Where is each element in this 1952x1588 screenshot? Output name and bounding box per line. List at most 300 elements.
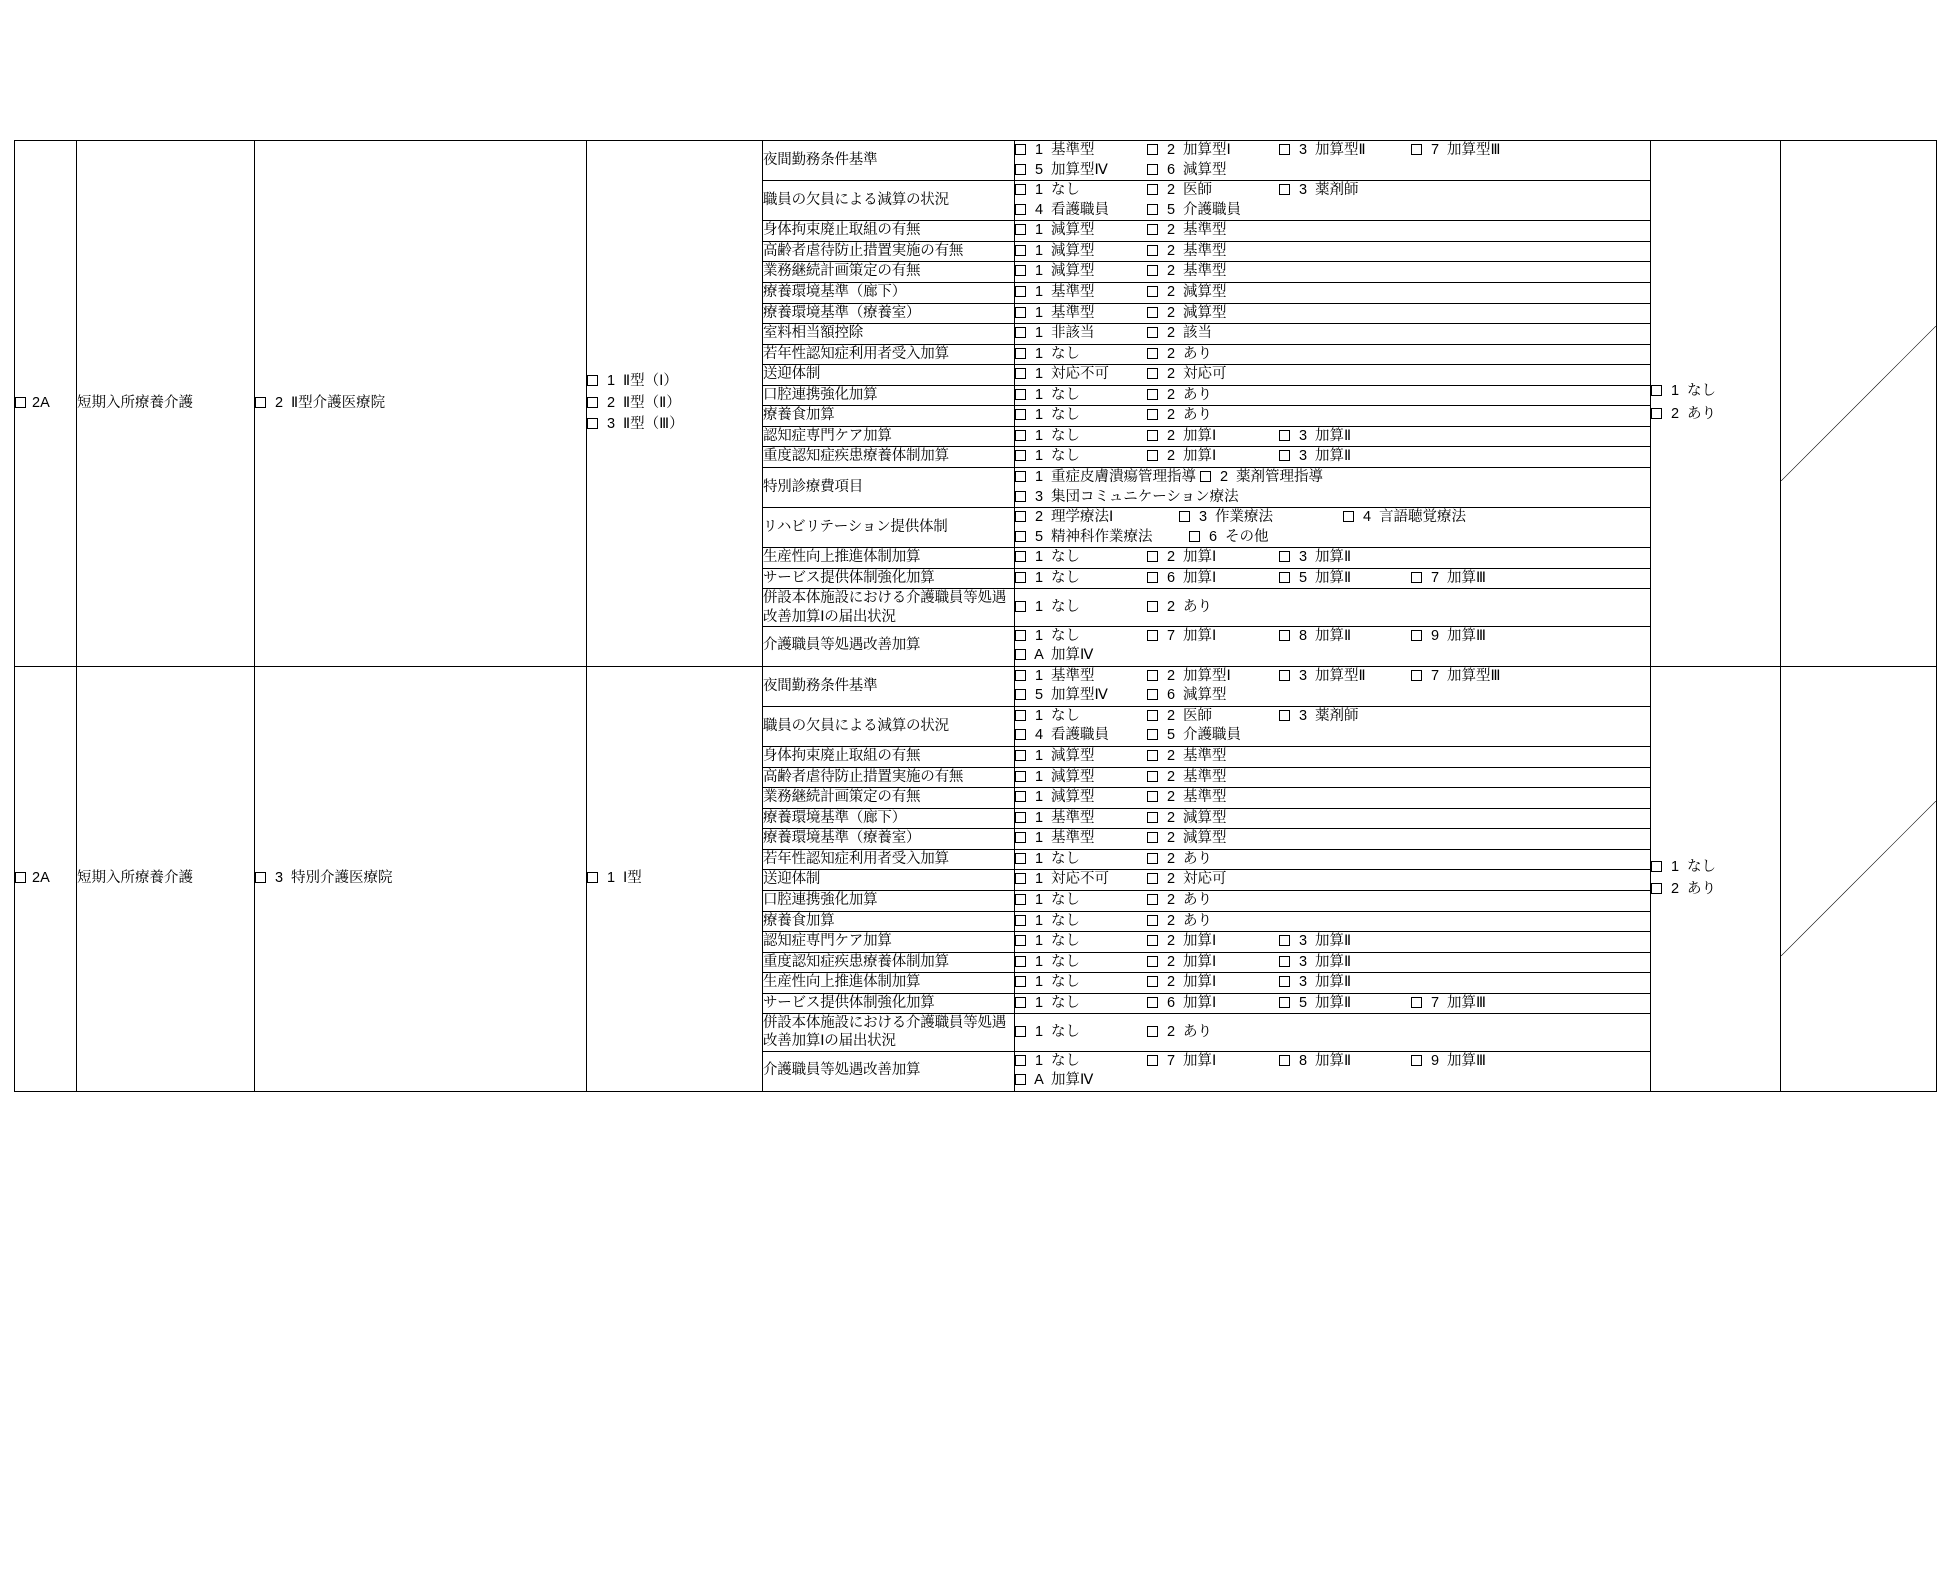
- checkbox[interactable]: [1015, 450, 1026, 461]
- checkbox[interactable]: [1015, 791, 1026, 802]
- checkbox[interactable]: [587, 397, 598, 408]
- checkbox[interactable]: [1147, 348, 1158, 359]
- checkbox[interactable]: [1147, 1026, 1158, 1037]
- checkbox[interactable]: [1147, 791, 1158, 802]
- item-options[interactable]: [1015, 221, 1651, 242]
- checkbox[interactable]: [1015, 976, 1026, 987]
- option[interactable]: [1279, 141, 1407, 161]
- option[interactable]: [1147, 406, 1275, 426]
- option[interactable]: [1147, 598, 1275, 618]
- option[interactable]: [1147, 747, 1275, 767]
- checkbox[interactable]: [587, 418, 598, 429]
- option[interactable]: [1015, 508, 1175, 528]
- checkbox[interactable]: [1015, 1074, 1026, 1085]
- option[interactable]: [1147, 221, 1275, 241]
- option[interactable]: [1015, 726, 1143, 746]
- checkbox[interactable]: [1147, 997, 1158, 1008]
- checkbox[interactable]: [1147, 245, 1158, 256]
- item-options[interactable]: [1015, 303, 1651, 324]
- checkbox[interactable]: [1015, 265, 1026, 276]
- option[interactable]: [1147, 973, 1275, 993]
- option[interactable]: [1015, 365, 1143, 385]
- option[interactable]: [1015, 1023, 1143, 1043]
- option[interactable]: [1279, 447, 1407, 467]
- checkbox[interactable]: [1279, 670, 1290, 681]
- checkbox[interactable]: [1147, 812, 1158, 823]
- option[interactable]: [1015, 707, 1143, 727]
- checkbox[interactable]: [1279, 430, 1290, 441]
- checkbox[interactable]: [1015, 689, 1026, 700]
- item-options[interactable]: [1015, 808, 1651, 829]
- checkbox[interactable]: [1147, 450, 1158, 461]
- option[interactable]: [1015, 181, 1143, 201]
- item-options[interactable]: [1015, 952, 1651, 973]
- checkbox[interactable]: [1147, 601, 1158, 612]
- checkbox[interactable]: [1147, 265, 1158, 276]
- option[interactable]: [1015, 262, 1143, 282]
- checkbox[interactable]: [1189, 531, 1200, 542]
- option[interactable]: [1147, 667, 1275, 687]
- option[interactable]: [1147, 324, 1275, 344]
- item-options[interactable]: [1015, 568, 1651, 589]
- option[interactable]: [1147, 161, 1275, 181]
- option[interactable]: [1015, 809, 1143, 829]
- option[interactable]: [1147, 768, 1275, 788]
- item-options[interactable]: [1015, 181, 1651, 221]
- option-line: [1015, 262, 1650, 282]
- item-options[interactable]: [1015, 973, 1651, 994]
- option-label: 加算Ⅱ: [1315, 427, 1352, 444]
- checkbox[interactable]: [1147, 915, 1158, 926]
- checkbox[interactable]: [1147, 368, 1158, 379]
- item-options[interactable]: [1015, 911, 1651, 932]
- option[interactable]: [1279, 627, 1407, 647]
- option-label: 減算型: [1051, 242, 1095, 259]
- option[interactable]: [1015, 768, 1143, 788]
- checkbox[interactable]: [1015, 873, 1026, 884]
- item-options[interactable]: [1015, 344, 1651, 365]
- option[interactable]: [1147, 994, 1275, 1014]
- option[interactable]: [1147, 548, 1275, 568]
- checkbox[interactable]: [1411, 1055, 1422, 1066]
- checkbox[interactable]: [1411, 144, 1422, 155]
- option[interactable]: [1411, 141, 1539, 161]
- option[interactable]: [1279, 707, 1407, 727]
- option[interactable]: [1147, 345, 1275, 365]
- option-number: 1: [1034, 242, 1044, 259]
- option[interactable]: [1015, 569, 1143, 589]
- option-label: その他: [1225, 528, 1269, 545]
- option[interactable]: [1147, 283, 1275, 303]
- checkbox[interactable]: [1015, 204, 1026, 215]
- checkbox[interactable]: [1147, 164, 1158, 175]
- option-line: [1015, 447, 1650, 467]
- option[interactable]: [1015, 870, 1143, 890]
- option-label: なし: [1687, 858, 1716, 875]
- option[interactable]: [1147, 829, 1275, 849]
- option[interactable]: [1147, 707, 1275, 727]
- checkbox[interactable]: [1015, 1026, 1026, 1037]
- checkbox[interactable]: [1279, 184, 1290, 195]
- option[interactable]: [1147, 447, 1275, 467]
- checkbox[interactable]: [1015, 630, 1026, 641]
- item-options[interactable]: [1015, 1014, 1651, 1051]
- checkbox[interactable]: [1015, 348, 1026, 359]
- option[interactable]: [1147, 850, 1275, 870]
- option[interactable]: [587, 415, 762, 435]
- checkbox[interactable]: [1147, 204, 1158, 215]
- option[interactable]: [1015, 406, 1143, 426]
- checkbox[interactable]: [1015, 531, 1026, 542]
- item-options[interactable]: [1015, 870, 1651, 891]
- checkbox[interactable]: [1015, 601, 1026, 612]
- checkbox[interactable]: [1015, 771, 1026, 782]
- service-code-cell[interactable]: [15, 141, 77, 667]
- item-options[interactable]: [1015, 447, 1651, 468]
- item-options[interactable]: [1015, 993, 1651, 1014]
- option[interactable]: [1279, 548, 1407, 568]
- item-options[interactable]: [1015, 262, 1651, 283]
- option[interactable]: [1015, 646, 1143, 666]
- checkbox[interactable]: [1279, 450, 1290, 461]
- checkbox[interactable]: [1015, 832, 1026, 843]
- option[interactable]: [587, 372, 762, 392]
- option[interactable]: [1279, 953, 1407, 973]
- checkbox[interactable]: [1147, 224, 1158, 235]
- checkbox[interactable]: [1147, 572, 1158, 583]
- option[interactable]: [1147, 141, 1275, 161]
- item-options[interactable]: [1015, 1051, 1651, 1091]
- option[interactable]: [1411, 994, 1539, 1014]
- option[interactable]: [1015, 953, 1143, 973]
- checkbox[interactable]: [1015, 389, 1026, 400]
- checkbox[interactable]: [587, 872, 598, 883]
- service-code-cell[interactable]: [15, 666, 77, 1091]
- item-options[interactable]: [1015, 282, 1651, 303]
- checkbox[interactable]: [1015, 750, 1026, 761]
- option[interactable]: [1200, 468, 1370, 488]
- checkbox[interactable]: [1147, 430, 1158, 441]
- option[interactable]: [1279, 1052, 1407, 1072]
- option[interactable]: [1015, 488, 1239, 508]
- checkbox[interactable]: [1015, 144, 1026, 155]
- option[interactable]: [1147, 569, 1275, 589]
- checkbox[interactable]: [1147, 286, 1158, 297]
- option[interactable]: [255, 869, 393, 889]
- checkbox[interactable]: [1015, 935, 1026, 946]
- item-options[interactable]: [1015, 385, 1651, 406]
- option[interactable]: [1411, 667, 1539, 687]
- option[interactable]: [1015, 891, 1143, 911]
- facility-type-cell[interactable]: [255, 141, 587, 667]
- option[interactable]: [1015, 201, 1143, 221]
- checkbox[interactable]: [1147, 689, 1158, 700]
- checkbox[interactable]: [1651, 385, 1662, 396]
- option[interactable]: [1651, 880, 1780, 900]
- checkbox[interactable]: [1147, 750, 1158, 761]
- option[interactable]: [1147, 788, 1275, 808]
- option[interactable]: [1015, 221, 1143, 241]
- checkbox[interactable]: [1147, 853, 1158, 864]
- checkbox[interactable]: [1279, 956, 1290, 967]
- checkbox[interactable]: [1147, 710, 1158, 721]
- option[interactable]: [1015, 829, 1143, 849]
- checkbox[interactable]: [1015, 224, 1026, 235]
- checkbox[interactable]: [1147, 873, 1158, 884]
- checkbox[interactable]: [1147, 307, 1158, 318]
- option[interactable]: [1015, 447, 1143, 467]
- checkbox[interactable]: [1015, 812, 1026, 823]
- option[interactable]: [1015, 598, 1143, 618]
- checkbox[interactable]: [1015, 915, 1026, 926]
- checkbox[interactable]: [1015, 894, 1026, 905]
- option[interactable]: [1147, 1052, 1275, 1072]
- checkbox[interactable]: [1179, 511, 1190, 522]
- checkbox[interactable]: [1015, 853, 1026, 864]
- checkbox[interactable]: [1015, 286, 1026, 297]
- option[interactable]: [1015, 788, 1143, 808]
- option[interactable]: [1015, 548, 1143, 568]
- option[interactable]: [1147, 262, 1275, 282]
- checkbox[interactable]: [255, 397, 266, 408]
- checkbox[interactable]: [1147, 729, 1158, 740]
- option[interactable]: [1015, 912, 1143, 932]
- option[interactable]: [587, 869, 762, 889]
- checkbox[interactable]: [1015, 184, 1026, 195]
- option[interactable]: [1147, 201, 1275, 221]
- extra-column-cell[interactable]: [1651, 666, 1781, 1091]
- checkbox[interactable]: [15, 872, 26, 883]
- checkbox[interactable]: [1279, 997, 1290, 1008]
- option[interactable]: [1411, 1052, 1539, 1072]
- option[interactable]: [1147, 427, 1275, 447]
- option[interactable]: [1651, 382, 1780, 402]
- option[interactable]: [1015, 386, 1143, 406]
- checkbox[interactable]: [587, 375, 598, 386]
- item-label: 療養食加算: [763, 911, 1015, 932]
- checkbox[interactable]: [1651, 883, 1662, 894]
- checkbox[interactable]: [1279, 710, 1290, 721]
- checkbox[interactable]: [1147, 144, 1158, 155]
- checkbox[interactable]: [1279, 572, 1290, 583]
- option[interactable]: [1015, 1052, 1143, 1072]
- option[interactable]: [1015, 345, 1143, 365]
- option[interactable]: [1015, 427, 1143, 447]
- checkbox[interactable]: [1147, 976, 1158, 987]
- checkbox[interactable]: [1015, 1055, 1026, 1066]
- checkbox[interactable]: [1147, 184, 1158, 195]
- option-number: 2: [1670, 405, 1680, 422]
- checkbox[interactable]: [1411, 997, 1422, 1008]
- checkbox[interactable]: [1343, 511, 1354, 522]
- option[interactable]: [1015, 747, 1143, 767]
- checkbox[interactable]: [1015, 368, 1026, 379]
- checkbox[interactable]: [1147, 935, 1158, 946]
- option[interactable]: [1343, 508, 1503, 528]
- option[interactable]: [1147, 870, 1275, 890]
- option[interactable]: [1279, 667, 1407, 687]
- checkbox[interactable]: [1279, 551, 1290, 562]
- option[interactable]: [587, 394, 762, 414]
- item-options[interactable]: [1015, 849, 1651, 870]
- option[interactable]: [1015, 161, 1143, 181]
- checkbox[interactable]: [1200, 471, 1211, 482]
- option[interactable]: [1279, 569, 1407, 589]
- item-options[interactable]: [1015, 767, 1651, 788]
- checkbox[interactable]: [1147, 630, 1158, 641]
- checkbox[interactable]: [1147, 670, 1158, 681]
- option[interactable]: [1411, 627, 1539, 647]
- checkbox[interactable]: [1147, 409, 1158, 420]
- checkbox[interactable]: [1147, 894, 1158, 905]
- item-options[interactable]: [1015, 706, 1651, 746]
- checkbox[interactable]: [1279, 976, 1290, 987]
- option-line: [1015, 667, 1650, 687]
- checkbox[interactable]: [1411, 572, 1422, 583]
- option[interactable]: [1015, 304, 1143, 324]
- checkbox[interactable]: [1015, 649, 1026, 660]
- item-options[interactable]: [1015, 589, 1651, 626]
- option[interactable]: [1015, 973, 1143, 993]
- option[interactable]: [1411, 569, 1539, 589]
- item-options[interactable]: [1015, 426, 1651, 447]
- option[interactable]: [1651, 405, 1780, 425]
- option[interactable]: [1189, 528, 1359, 548]
- checkbox[interactable]: [1279, 935, 1290, 946]
- checkbox[interactable]: [1147, 551, 1158, 562]
- checkbox[interactable]: [1147, 771, 1158, 782]
- checkbox[interactable]: [1015, 710, 1026, 721]
- option-number: 2: [1166, 598, 1176, 615]
- option[interactable]: [1015, 994, 1143, 1014]
- checkbox[interactable]: [255, 872, 266, 883]
- checkbox[interactable]: [1015, 572, 1026, 583]
- checkbox[interactable]: [1147, 956, 1158, 967]
- option[interactable]: [255, 394, 385, 414]
- checkbox[interactable]: [1147, 327, 1158, 338]
- item-options[interactable]: [1015, 890, 1651, 911]
- option[interactable]: [1147, 809, 1275, 829]
- checkbox[interactable]: [1015, 471, 1026, 482]
- checkbox[interactable]: [1015, 327, 1026, 338]
- checkbox[interactable]: [1015, 997, 1026, 1008]
- option[interactable]: [1279, 932, 1407, 952]
- option[interactable]: [1015, 283, 1143, 303]
- checkbox[interactable]: [1015, 670, 1026, 681]
- item-options[interactable]: [1015, 932, 1651, 953]
- option[interactable]: [1015, 242, 1143, 262]
- option[interactable]: [1279, 181, 1407, 201]
- item-options[interactable]: [1015, 468, 1651, 508]
- checkbox[interactable]: [1015, 164, 1026, 175]
- checkbox[interactable]: [1651, 408, 1662, 419]
- item-options[interactable]: [1015, 626, 1651, 666]
- option[interactable]: [1147, 726, 1275, 746]
- option[interactable]: [1279, 973, 1407, 993]
- option[interactable]: [1015, 850, 1143, 870]
- option[interactable]: [1147, 1023, 1275, 1043]
- option[interactable]: [1015, 667, 1143, 687]
- option[interactable]: [1147, 304, 1275, 324]
- item-options[interactable]: [1015, 548, 1651, 569]
- option[interactable]: [1147, 912, 1275, 932]
- extra-column-cell[interactable]: [1651, 141, 1781, 667]
- option[interactable]: [1147, 386, 1275, 406]
- option-label: なし: [1051, 386, 1080, 403]
- checkbox[interactable]: [1015, 491, 1026, 502]
- option-line: [1015, 468, 1650, 488]
- checkbox[interactable]: [1279, 144, 1290, 155]
- item-options[interactable]: [1015, 365, 1651, 386]
- option[interactable]: [1147, 932, 1275, 952]
- checkbox[interactable]: [1279, 1055, 1290, 1066]
- option[interactable]: [1015, 468, 1196, 488]
- checkbox[interactable]: [1279, 630, 1290, 641]
- item-options[interactable]: [1015, 788, 1651, 809]
- item-options[interactable]: [1015, 666, 1651, 706]
- option[interactable]: [1179, 508, 1339, 528]
- option-number: 2: [1166, 366, 1176, 383]
- item-options[interactable]: [1015, 324, 1651, 345]
- checkbox[interactable]: [1147, 389, 1158, 400]
- option[interactable]: [1147, 242, 1275, 262]
- checkbox[interactable]: [1015, 729, 1026, 740]
- facility-type-cell[interactable]: [255, 666, 587, 1091]
- option[interactable]: [1147, 365, 1275, 385]
- option[interactable]: [1015, 141, 1143, 161]
- option[interactable]: [1279, 994, 1407, 1014]
- option-label: 集団コミュニケーション療法: [1051, 488, 1239, 505]
- item-options[interactable]: [1015, 406, 1651, 427]
- option-label: 減算型: [1183, 687, 1227, 704]
- option[interactable]: [1015, 686, 1143, 706]
- option[interactable]: [1651, 858, 1780, 878]
- checkbox[interactable]: [1651, 861, 1662, 872]
- option[interactable]: [1147, 181, 1275, 201]
- option[interactable]: [1015, 528, 1185, 548]
- checkbox[interactable]: [15, 397, 26, 408]
- option[interactable]: [1015, 1071, 1143, 1091]
- option[interactable]: [1147, 953, 1275, 973]
- item-options[interactable]: [1015, 241, 1651, 262]
- checkbox[interactable]: [1147, 832, 1158, 843]
- option[interactable]: [1015, 627, 1143, 647]
- item-label: 療養環境基準（療養室）: [763, 829, 1015, 850]
- option[interactable]: [1147, 686, 1275, 706]
- item-options[interactable]: [1015, 747, 1651, 768]
- option[interactable]: [1279, 427, 1407, 447]
- bed-type-cell[interactable]: [587, 141, 763, 667]
- checkbox[interactable]: [1015, 409, 1026, 420]
- checkbox[interactable]: [1015, 511, 1026, 522]
- item-options[interactable]: [1015, 829, 1651, 850]
- checkbox[interactable]: [1147, 1055, 1158, 1066]
- checkbox[interactable]: [1015, 551, 1026, 562]
- bed-type-cell[interactable]: [587, 666, 763, 1091]
- checkbox[interactable]: [1015, 245, 1026, 256]
- option[interactable]: [1147, 627, 1275, 647]
- checkbox[interactable]: [1411, 670, 1422, 681]
- option[interactable]: [1015, 324, 1143, 344]
- checkbox[interactable]: [1015, 307, 1026, 318]
- option[interactable]: [1015, 932, 1143, 952]
- checkbox[interactable]: [1411, 630, 1422, 641]
- checkbox[interactable]: [1015, 956, 1026, 967]
- item-options[interactable]: [1015, 508, 1651, 548]
- item-options[interactable]: [1015, 141, 1651, 181]
- option[interactable]: [1147, 891, 1275, 911]
- checkbox[interactable]: [1015, 430, 1026, 441]
